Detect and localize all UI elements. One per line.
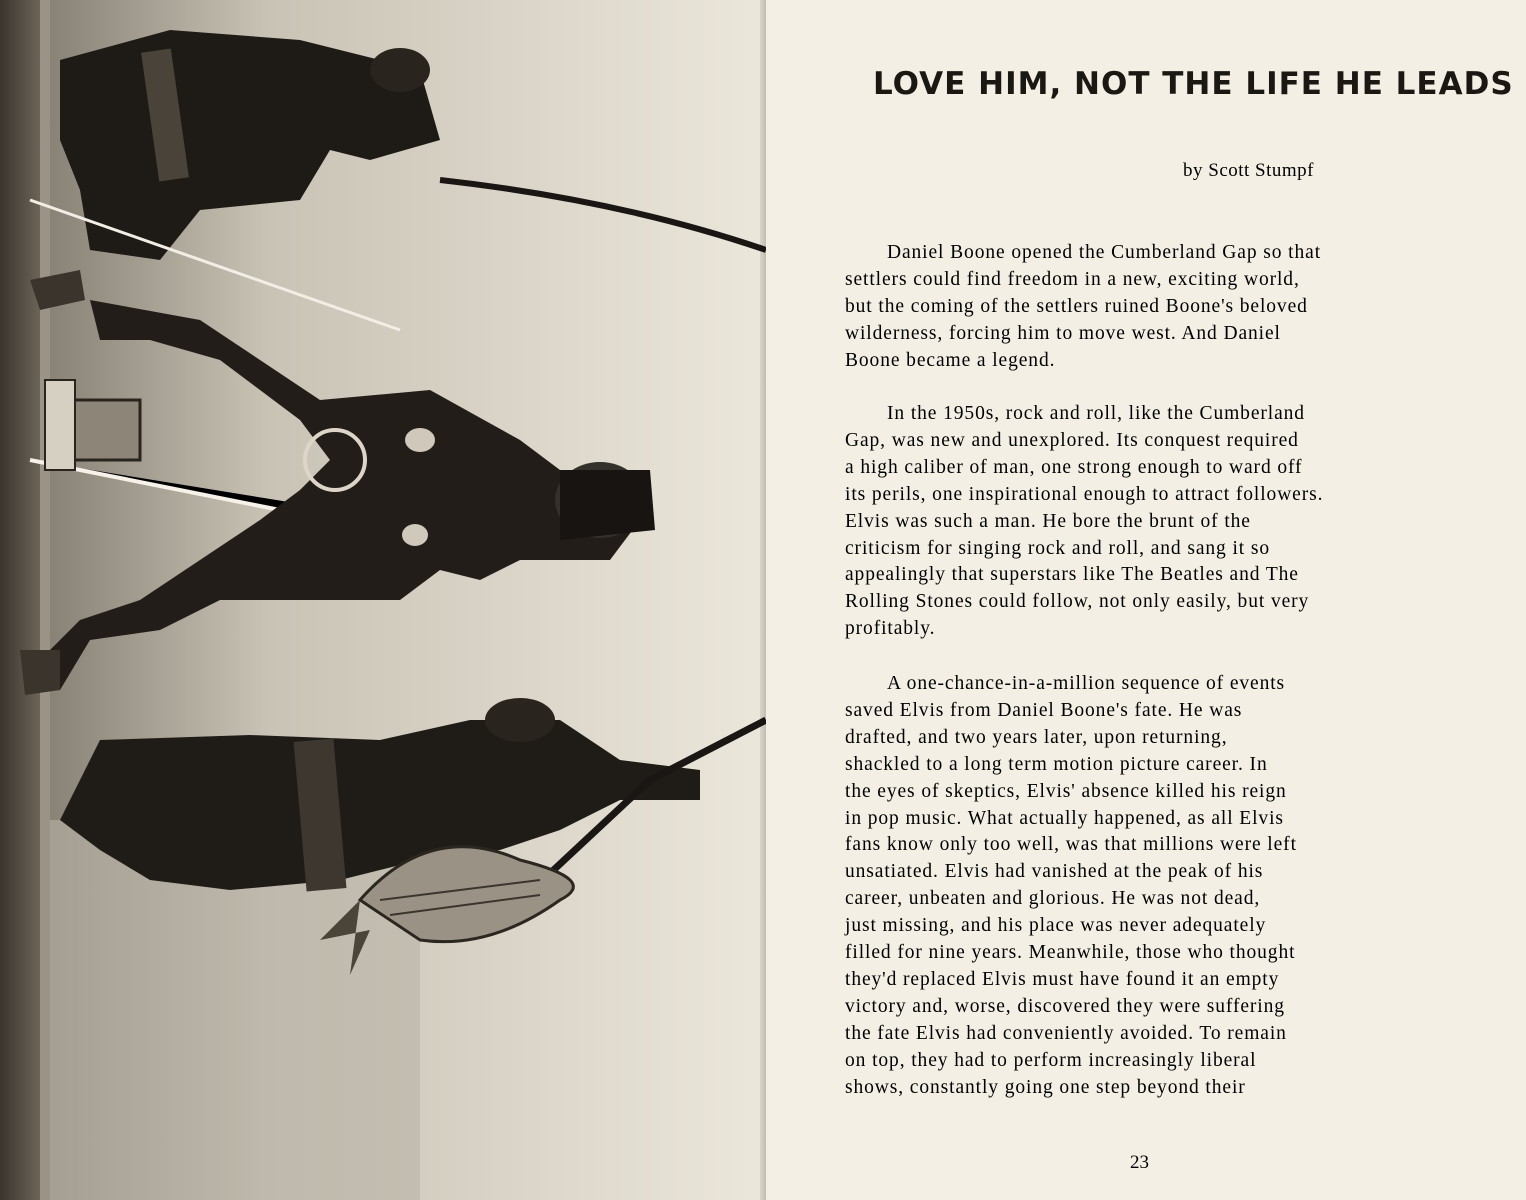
paragraph-line: drafted, and two years later, upon returning, bbox=[845, 726, 1228, 748]
paragraph-line: shows, constantly going one step beyond their bbox=[845, 1076, 1246, 1098]
paragraph-line: in pop music. What actually happened, as all Elvis bbox=[845, 807, 1284, 829]
paragraph-line: career, unbeaten and glorious. He was not dead, bbox=[845, 888, 1261, 910]
paragraph-line: but the coming of the settlers ruined Boone's beloved bbox=[845, 295, 1308, 317]
paragraph-line: fans know only too well, was that millions were left bbox=[845, 834, 1297, 856]
paragraph-line: unsatiated. Elvis had vanished at the peak of his bbox=[845, 861, 1264, 883]
paragraph-line: criticism for singing rock and roll, and sang it so bbox=[845, 537, 1270, 559]
article-title: LOVE HIM, NOT THE LIFE HE LEADS bbox=[873, 66, 1514, 102]
paragraph-line: shackled to a long term motion picture career. In bbox=[845, 753, 1268, 775]
paragraph-line: victory and, worse, discovered they were suffering bbox=[845, 995, 1285, 1017]
paragraph-1 bbox=[845, 240, 1321, 375]
page-gutter bbox=[760, 0, 766, 1200]
paragraph-line: its perils, one inspirational enough to attract followers. bbox=[845, 483, 1324, 505]
paragraph-line: A one-chance-in-a-million sequence of events bbox=[887, 673, 1286, 694]
paragraph-line: wilderness, forcing him to move west. And Daniel bbox=[845, 322, 1281, 344]
paragraph-line: settlers could find freedom in a new, exciting world, bbox=[845, 268, 1300, 290]
paragraph-line: filled for nine years. Meanwhile, those who thought bbox=[845, 942, 1296, 964]
paragraph-line: they'd replaced Elvis must have found it an empty bbox=[845, 968, 1280, 990]
paragraph-line: appealingly that superstars like The Beatles and The bbox=[845, 564, 1299, 586]
paragraph-2 bbox=[845, 401, 1323, 643]
paragraph-line: Gap, was new and unexplored. Its conquest required bbox=[845, 429, 1299, 451]
article-byline: by Scott Stumpf bbox=[1183, 160, 1315, 181]
paragraph-line: just missing, and his place was never adequately bbox=[845, 915, 1267, 937]
paragraph-line: a high caliber of man, one strong enough to ward off bbox=[845, 456, 1303, 478]
paragraph-line: In the 1950s, rock and roll, like the Cumberland bbox=[887, 403, 1305, 424]
paragraph-line: Rolling Stones could follow, not only easily, but very bbox=[845, 591, 1310, 613]
paragraph-line: Boone became a legend. bbox=[845, 349, 1056, 371]
paragraph-line: saved Elvis from Daniel Boone's fate. He was bbox=[845, 699, 1243, 721]
paragraph-line: profitably. bbox=[845, 618, 936, 640]
paragraph-line: the fate Elvis had conveniently avoided. To remain bbox=[845, 1022, 1287, 1044]
paragraph-line: Elvis was such a man. He bore the brunt of the bbox=[845, 510, 1251, 532]
paragraph-line: Daniel Boone opened the Cumberland Gap so that bbox=[887, 242, 1322, 263]
paragraph-line: on top, they had to perform increasingly liberal bbox=[845, 1049, 1257, 1071]
paragraph-3 bbox=[845, 671, 1297, 1102]
paragraph-line: the eyes of skeptics, Elvis' absence killed his reign bbox=[845, 780, 1287, 802]
page-number: 23 bbox=[1130, 1152, 1149, 1173]
